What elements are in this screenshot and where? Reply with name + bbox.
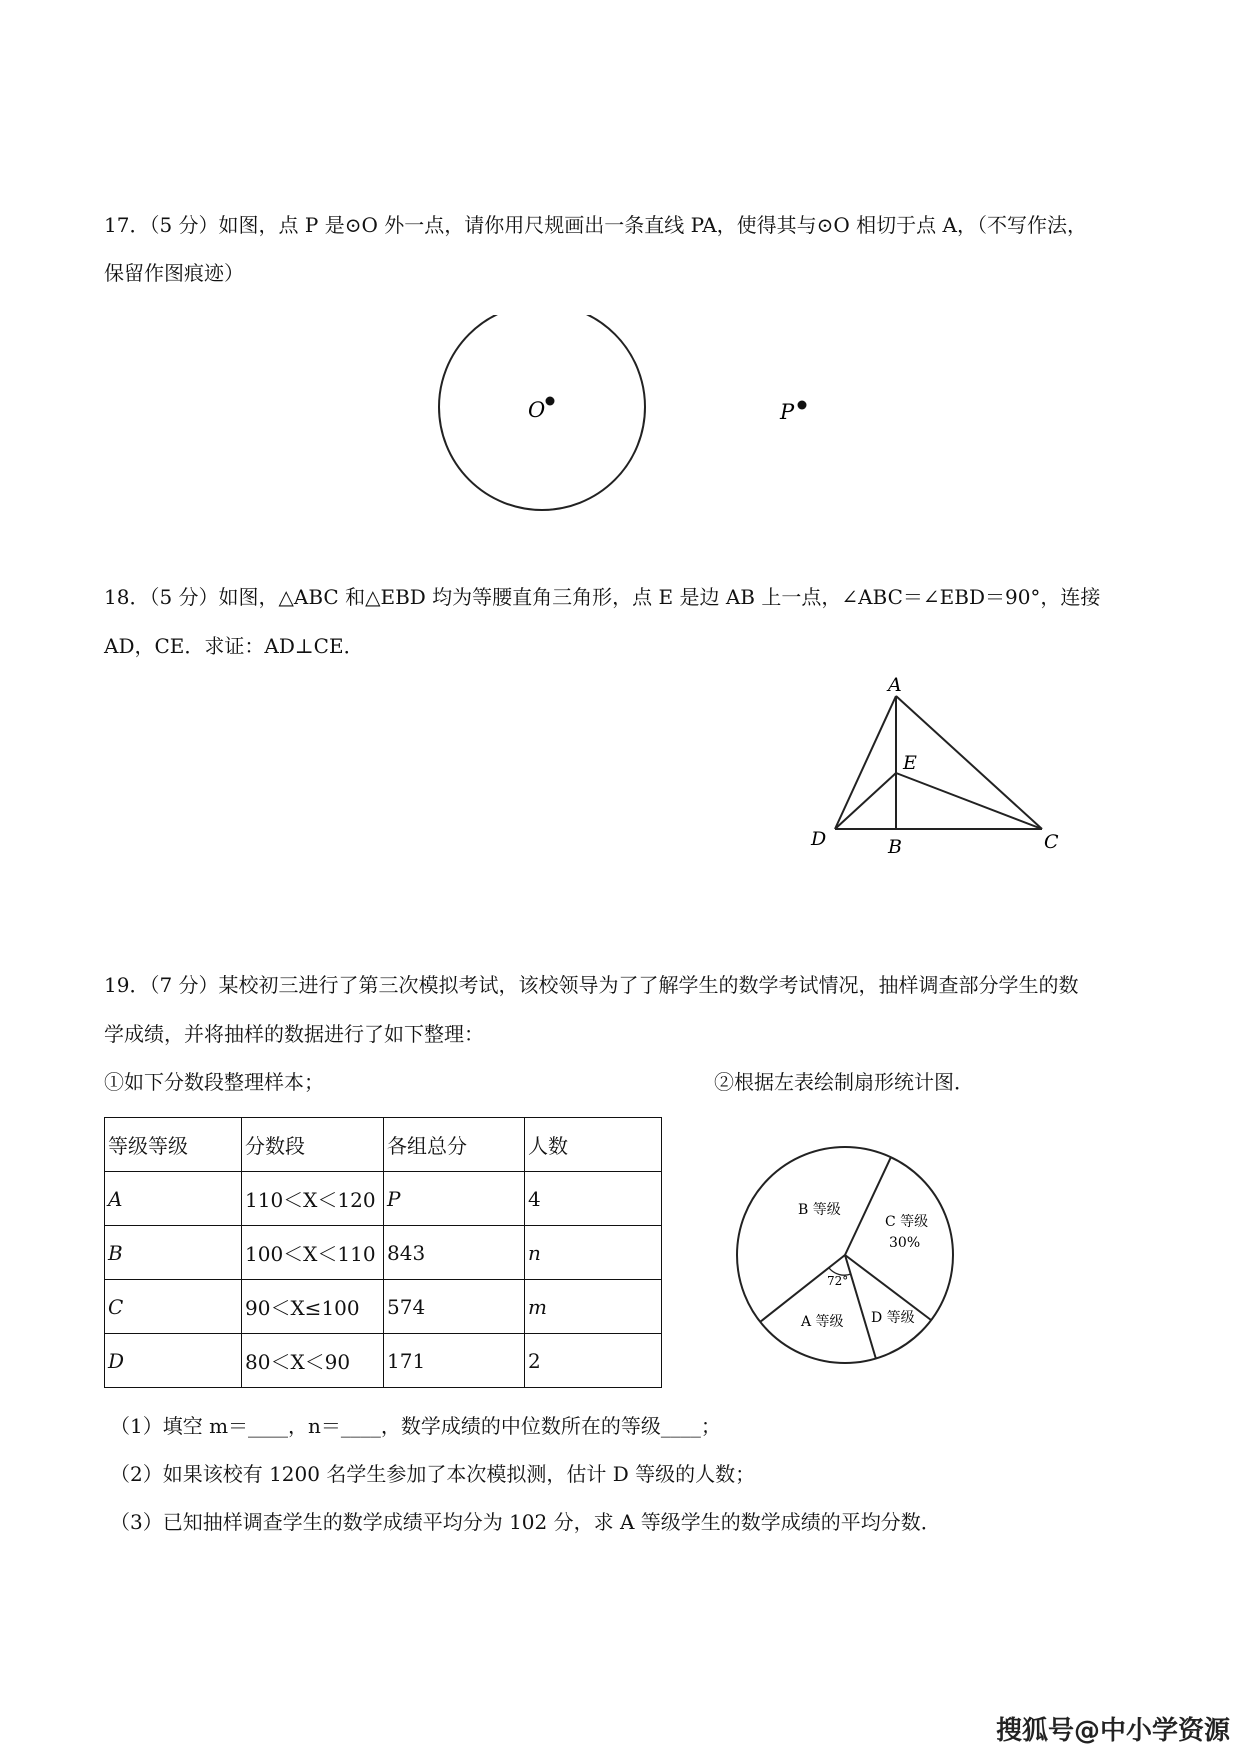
table-row — [105, 1334, 662, 1388]
pie-divider-b-c — [845, 1157, 891, 1255]
cell-count: n — [525, 1226, 662, 1280]
cell-grade: A — [105, 1172, 242, 1226]
segment-ac — [896, 696, 1042, 829]
watermark: 搜狐号@中小学资源 — [996, 1716, 1231, 1746]
table-row — [105, 1172, 662, 1226]
label-a: A — [888, 674, 902, 696]
segment-de — [835, 773, 896, 829]
cell-total: 574 — [384, 1280, 525, 1334]
q19-line1: 19．（7 分）某校初三进行了第三次模拟考试，该校领导为了了解学生的数学考试情况，抽样调查部分学生的数 — [104, 973, 1079, 997]
pie-value-c: 30% — [889, 1235, 921, 1251]
chart-caption: ②根据左表绘制扇形统计图． — [714, 1070, 974, 1094]
q19-sub3: （3）已知抽样调查学生的数学成绩平均分为 102 分，求 A 等级学生的数学成绩的平均分数． — [110, 1510, 941, 1534]
cell-range: 110＜X＜120 — [242, 1172, 384, 1226]
cell-count: 4 — [525, 1172, 662, 1226]
q19-line2: 学成绩，并将抽样的数据进行了如下整理： — [104, 1022, 484, 1046]
cell-count: 2 — [525, 1334, 662, 1388]
q17-figure — [430, 315, 830, 525]
table-caption: ①如下分数段整理样本； — [104, 1070, 324, 1094]
label-o: O — [528, 398, 546, 422]
pie-divider-a-b — [760, 1255, 845, 1322]
q19-sub1: （1）填空 m＝____，n＝____，数学成绩的中位数所在的等级____； — [110, 1414, 721, 1438]
table-header-row — [105, 1118, 662, 1172]
header-count: 人数 — [525, 1118, 662, 1172]
pie-label-a: A 等级 — [801, 1314, 844, 1330]
label-c: C — [1044, 831, 1059, 853]
cell-total: P — [384, 1172, 525, 1226]
header-range: 分数段 — [242, 1118, 384, 1172]
score-table — [104, 1117, 662, 1388]
center-point-o — [546, 397, 555, 406]
label-b: B — [888, 836, 902, 858]
cell-total: 171 — [384, 1334, 525, 1388]
table-row — [105, 1226, 662, 1280]
pie-chart — [735, 1140, 975, 1380]
cell-grade: C — [105, 1280, 242, 1334]
label-e: E — [903, 752, 917, 774]
q18-figure — [800, 665, 1080, 865]
pie-label-d: D 等级 — [871, 1310, 915, 1326]
q18-line1: 18．（5 分）如图，△ABC 和△EBD 均为等腰直角三角形，点 E 是边 AB 上一点，∠ABC＝∠EBD＝90°，连接 — [104, 585, 1101, 609]
segment-ec — [896, 773, 1042, 829]
header-grade: 等级等级 — [105, 1118, 242, 1172]
table-row — [105, 1280, 662, 1334]
q17-line1: 17．（5 分）如图，点 P 是⊙O 外一点，请你用尺规画出一条直线 PA，使得其与⊙O 相切于点 A，（不写作法， — [104, 213, 1087, 237]
cell-grade: B — [105, 1226, 242, 1280]
pie-label-c: C 等级 — [885, 1214, 929, 1230]
segment-ad — [835, 696, 896, 829]
pie-divider-d-a — [845, 1255, 876, 1359]
cell-range: 80＜X＜90 — [242, 1334, 384, 1388]
label-d: D — [811, 828, 827, 850]
point-p — [798, 401, 807, 410]
label-p: P — [780, 400, 795, 424]
cell-grade: D — [105, 1334, 242, 1388]
q19-sub2: （2）如果该校有 1200 名学生参加了本次模拟测，估计 D 等级的人数； — [110, 1462, 756, 1486]
cell-count: m — [525, 1280, 662, 1334]
q18-line2: AD，CE．求证：AD⊥CE． — [104, 634, 364, 658]
header-total: 各组总分 — [384, 1118, 525, 1172]
q17-line2: 保留作图痕迹） — [104, 261, 244, 285]
cell-total: 843 — [384, 1226, 525, 1280]
cell-range: 100＜X＜110 — [242, 1226, 384, 1280]
pie-angle-a: 72° — [827, 1274, 849, 1288]
pie-label-b: B 等级 — [798, 1202, 841, 1218]
cell-range: 90＜X≤100 — [242, 1280, 384, 1334]
